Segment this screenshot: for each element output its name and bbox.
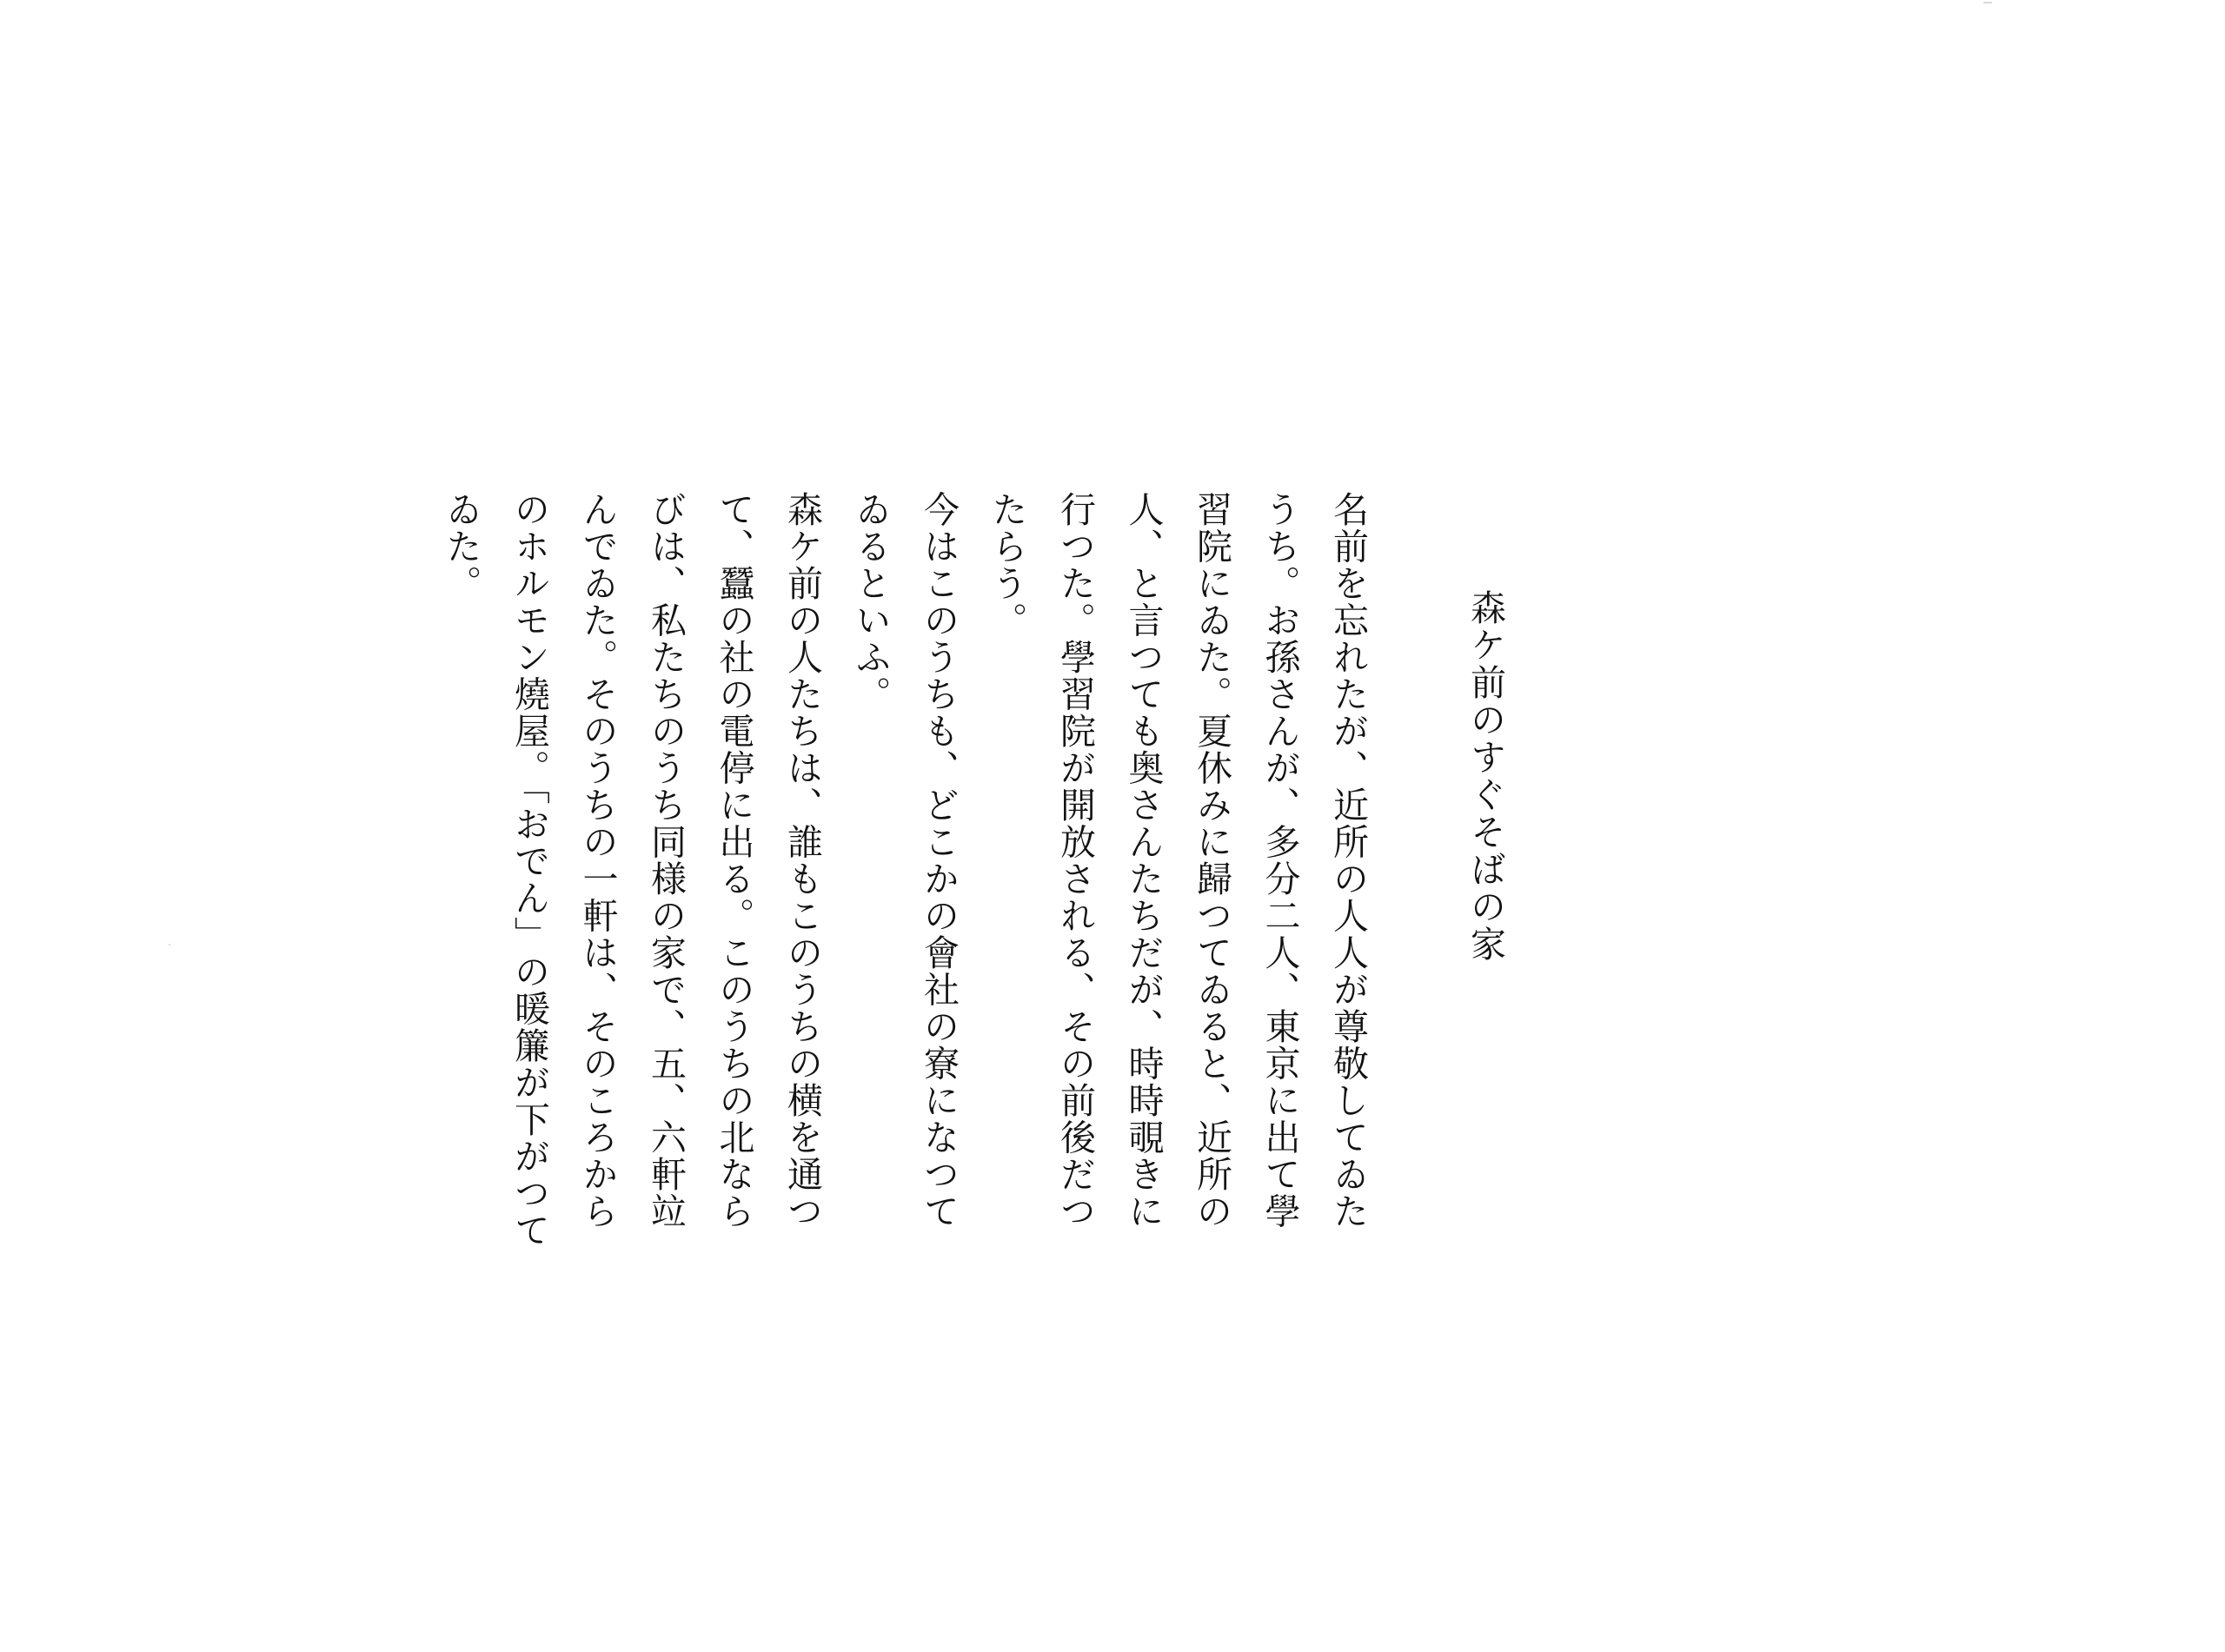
text-line: たらう。 [986,491,1028,639]
text-line: ゐた。 [440,491,482,602]
text-line: 今はこのうちも、どこかの會社の寮になつて [918,491,960,1230]
text-line: びは、私たちのうち同様の家で、五、六軒竝 [645,491,687,1230]
text-line: 人、と言つても奥さんたちだが、時時覗きに [1122,491,1165,1230]
text-line: 習院にゐた。夏休みに歸つてゐると、近所の [1191,491,1232,1230]
text-line: うち。お孫さんが、多分二人、東京に出て學 [1259,491,1301,1230]
text-line: て、蠶の社の電停に出る。このうちの北なら [713,491,755,1230]
text-line: 名前を忘れたが、近所の人人が尊敬してゐた [1327,491,1369,1230]
text-line: のホルモン燒屋。「おでん」の暖簾が下がつて [508,491,550,1249]
text-line: 行つた。學習院が開放される、その前後だつ [1054,491,1096,1230]
text-line: ゐるといふ。 [849,491,892,713]
essay-title: 森ケ前のすぐそばの家 [1465,589,1506,963]
text-line: 森ケ前の人たちは、誰もこのうちの横を通つ [781,491,823,1230]
scan-speck [169,944,170,945]
text-line: んでゐた。そのうちの一軒は、そのころから [576,491,619,1230]
scan-speck [1983,2,1992,3]
essay-body [440,491,1382,1249]
